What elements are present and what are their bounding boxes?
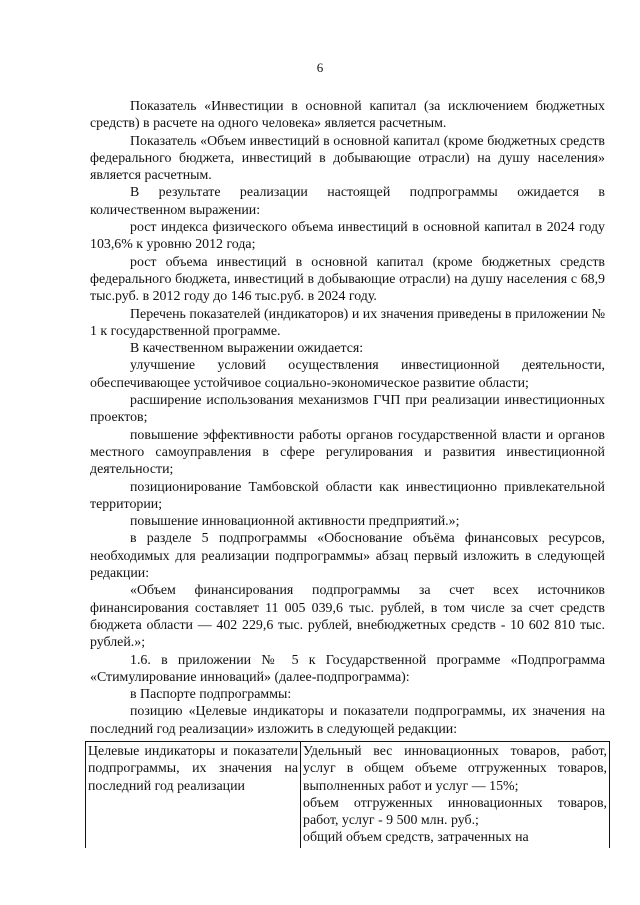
paragraph: Показатель «Объем инвестиций в основной капитал (кроме бюджетных средств федерального бюджета, инвестиций в добывающие отрасли) на душу населения» является расчетным. bbox=[90, 133, 605, 184]
paragraph: Перечень показателей (индикаторов) и их значения приведены в приложении № 1 к государственной программе. bbox=[90, 306, 605, 339]
paragraph: Показатель «Инвестиции в основной капитал (за исключением бюджетных средств) в расчете на одного человека» является расчетным. bbox=[90, 99, 605, 132]
paragraph: рост объема инвестиций в основной капитал (кроме бюджетных средств федерального бюджета, инвестиций в добывающие отрасли) на душу населения с 68,9 тыс.руб. в 2012 году до 146 тыс.руб. в 2024 году. bbox=[90, 254, 605, 305]
paragraph: позиционирование Тамбовской области как инвестиционно привлекательной территории; bbox=[90, 479, 605, 512]
paragraph: 1.6. в приложении № 5 к Государственной программе «Подпрограмма «Стимулирование инноваций» (далее-подпрограмма): bbox=[90, 652, 605, 685]
table-cell-line: общий объем средств, затраченных на bbox=[303, 830, 529, 846]
paragraph: «Объем финансирования подпрограммы за счет всех источников финансирования составляет 11 005 039,6 тыс. рублей, в том числе за счет средств бюджета области — 402 229,6 тыс. рублей, внебюджетных средств - 10 602 810 тыс. рублей.»; bbox=[90, 583, 605, 651]
table-row bbox=[86, 742, 610, 848]
page-number: 6 bbox=[316, 60, 324, 75]
paragraph: В результате реализации настоящей подпрограммы ожидается в количественном выражении: bbox=[90, 185, 605, 218]
paragraph: улучшение условий осуществления инвестиционной деятельности, обеспечивающее устойчивое социально-экономическое развитие области; bbox=[90, 358, 605, 391]
paragraph: в Паспорте подпрограммы: bbox=[130, 687, 292, 703]
table-cell-value bbox=[301, 742, 610, 848]
document-body bbox=[90, 98, 605, 738]
passport-table-wrapper bbox=[80, 741, 620, 867]
table-cell-line: объем отгруженных инновационных товаров, работ, услуг - 9 500 млн. руб.; bbox=[303, 795, 607, 829]
paragraph: расширение использования механизмов ГЧП при реализации инвестиционных проектов; bbox=[90, 393, 605, 426]
paragraph: В качественном выражении ожидается: bbox=[130, 341, 364, 357]
paragraph: позицию «Целевые индикаторы и показатели подпрограммы, их значения на последний год реализации» изложить в следующей редакции: bbox=[90, 704, 605, 737]
paragraph: рост индекса физического объема инвестиций в основной капитал в 2024 году 103,6% к уровню 2012 года; bbox=[90, 220, 605, 253]
paragraph: в разделе 5 подпрограммы «Обоснование объёма финансовых ресурсов, необходимых для реализации подпрограммы» абзац первый изложить в следующей редакции: bbox=[90, 531, 605, 582]
paragraph: повышение инновационной активности предприятий.»; bbox=[130, 514, 460, 530]
passport-table bbox=[85, 741, 610, 848]
table-cell-line: Удельный вес инновационных товаров, работ, услуг в общем объеме отгруженных товаров, выполненных работ и услуг — 15%; bbox=[303, 744, 607, 794]
table-cell-label: Целевые индикаторы и показатели подпрограммы, их значения на последний год реализации bbox=[86, 742, 301, 848]
paragraph: повышение эффективности работы органов государственной власти и органов местного самоуправления в сфере регулирования и развития инвестиционной деятельности; bbox=[90, 427, 605, 478]
